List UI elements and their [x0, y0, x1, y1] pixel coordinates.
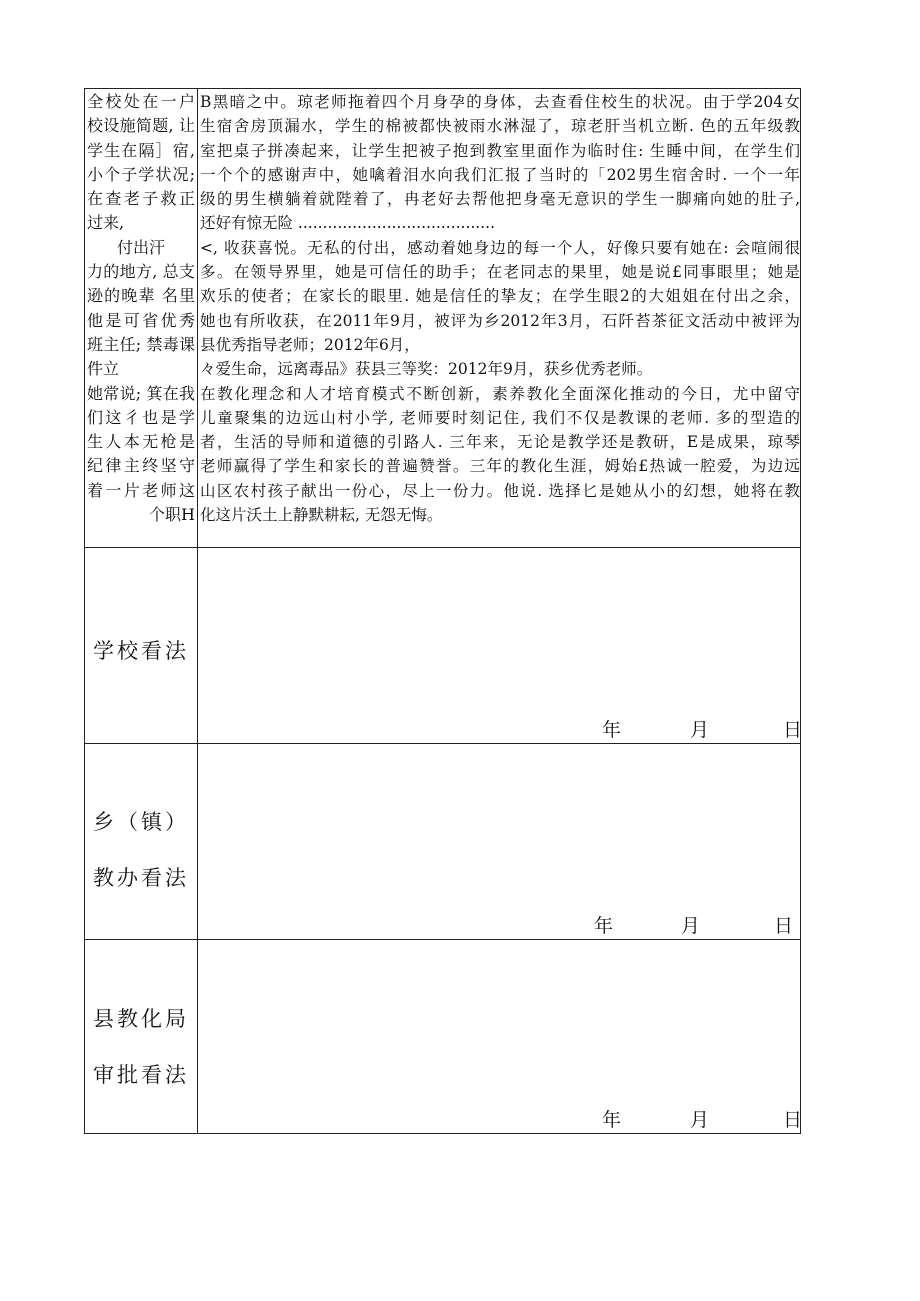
right-line: 山区农村孩子献出一份心，尽上一份力。他说. 选择匕是她从小的幻想，她将在教 — [200, 481, 800, 500]
left-line: 她常说; 箕在我 — [87, 383, 195, 403]
left-line: 生人本无枪是 — [87, 432, 195, 452]
right-line: <, 收获喜悦。无私的付出，感动着她身边的每一个人，好像只要有她在: 会喧闹很 — [200, 238, 800, 257]
left-line: 在查老子救正 — [87, 189, 195, 209]
label-line: 教办看法 — [93, 866, 189, 890]
right-line: 老师赢得了学生和家长的普遍赞誉。三年的教化生涯，姆始£热诚一腔爱，为边远 — [200, 457, 800, 476]
deeds-left-column — [87, 90, 195, 527]
right-line: 在教化理念和人才培育模式不断创新，素养教化全面深化推动的今日，尤中留守 — [200, 384, 800, 403]
row-divider — [85, 939, 800, 940]
left-line: 个职H — [149, 505, 195, 525]
left-line: 逊的晚辈 名里 — [87, 286, 195, 306]
year-label: 年 — [602, 1109, 622, 1131]
approval-form-table — [84, 88, 801, 1134]
right-line: B黑暗之中。琼老师拖着四个月身孕的身体，去查看住校生的状况。由于学204女 — [200, 93, 800, 111]
column-divider — [197, 89, 198, 1133]
left-line: 力的地方, 总支 — [87, 262, 195, 282]
day-label: 日 — [783, 1109, 803, 1131]
right-line: 一个个的感谢声中，她噙着泪水向我们汇报了当时的「202男生宿舍时. 一个一年 — [200, 165, 800, 184]
school-opinion-label — [85, 629, 197, 673]
left-line: 们这彳也是学 — [87, 407, 195, 427]
label-line: 学校看法 — [93, 639, 189, 663]
row-divider — [85, 743, 800, 744]
left-line: 纪律主终坚守 — [87, 456, 195, 476]
row-divider — [85, 547, 800, 548]
right-line: 欢乐的使者；在家长的眼里. 她是信任的挚友；在学生眼2的大姐姐在付出之余， — [200, 287, 800, 306]
month-label: 月 — [690, 1109, 710, 1131]
right-line: 生宿舍房顶漏水，学生的棉被都快被雨水淋湿了，琼老肝当机立断. 色的五年级教 — [200, 117, 800, 136]
right-line: 室把桌子拼凑起来，让学生把被子抱到教室里面作为临时住: 生睡中间，在学生们 — [200, 141, 800, 160]
left-line: 过来, — [87, 213, 125, 233]
township-office-opinion-label — [85, 800, 197, 900]
month-label: 月 — [690, 719, 710, 741]
label-line: 审批看法 — [93, 1063, 189, 1087]
left-line: 校设施简题, 让 — [87, 116, 195, 136]
year-label: 年 — [594, 915, 614, 937]
left-line: 全校处在一户 — [87, 92, 195, 111]
left-line: 件立 — [87, 359, 120, 379]
county-bureau-approval-label — [85, 997, 197, 1097]
day-label: 日 — [774, 915, 794, 937]
right-line: 々爱生命，远离毒品》获县三等奖：2012年9月，获乡优秀老师。 — [200, 360, 653, 379]
right-line: 还好有惊无险 ........................................ — [200, 214, 496, 233]
right-line: 级的男生横躺着就陛着了，冉老好去帮他把身毫无意识的学生一脚痛向她的肚子, — [200, 190, 800, 209]
right-line: 县优秀指导老师；2012年6月， — [200, 335, 420, 354]
right-line: 者，生活的导师和道德的引路人. 三年来，无论是教学还是教研，E是成果，琼琴 — [200, 433, 800, 452]
left-line: 小个子学状况; — [87, 164, 195, 184]
left-line: 班主任; 禁毒课 — [87, 334, 195, 354]
left-line: 付出汗 — [117, 237, 166, 257]
label-line: 县教化局 — [93, 1007, 189, 1031]
deeds-right-column — [200, 90, 800, 527]
left-line: 学生在隔］宿, — [87, 140, 195, 160]
right-line: 化这片沃土上静默耕耘, 无怨无悔。 — [200, 506, 443, 525]
left-line: 着一片老师这 — [87, 480, 195, 500]
right-line: 儿童聚集的边远山村小学, 老师要时刻记住, 我们不仅是教课的老师. 多的型造的 — [200, 408, 800, 427]
label-line: 乡（镇） — [93, 810, 189, 834]
year-label: 年 — [602, 719, 622, 741]
month-label: 月 — [681, 915, 701, 937]
day-label: 日 — [783, 719, 803, 741]
right-line: 多。在领导界里，她是可信任的助手；在老同志的果里，她是说£同事眼里；她是 — [200, 263, 800, 282]
right-line: 她也有所收获，在2011年9月，被评为乡2012年3月，石阡苔茶征文活动中被评为 — [200, 311, 800, 330]
left-line: 他是可省优秀 — [87, 310, 195, 330]
